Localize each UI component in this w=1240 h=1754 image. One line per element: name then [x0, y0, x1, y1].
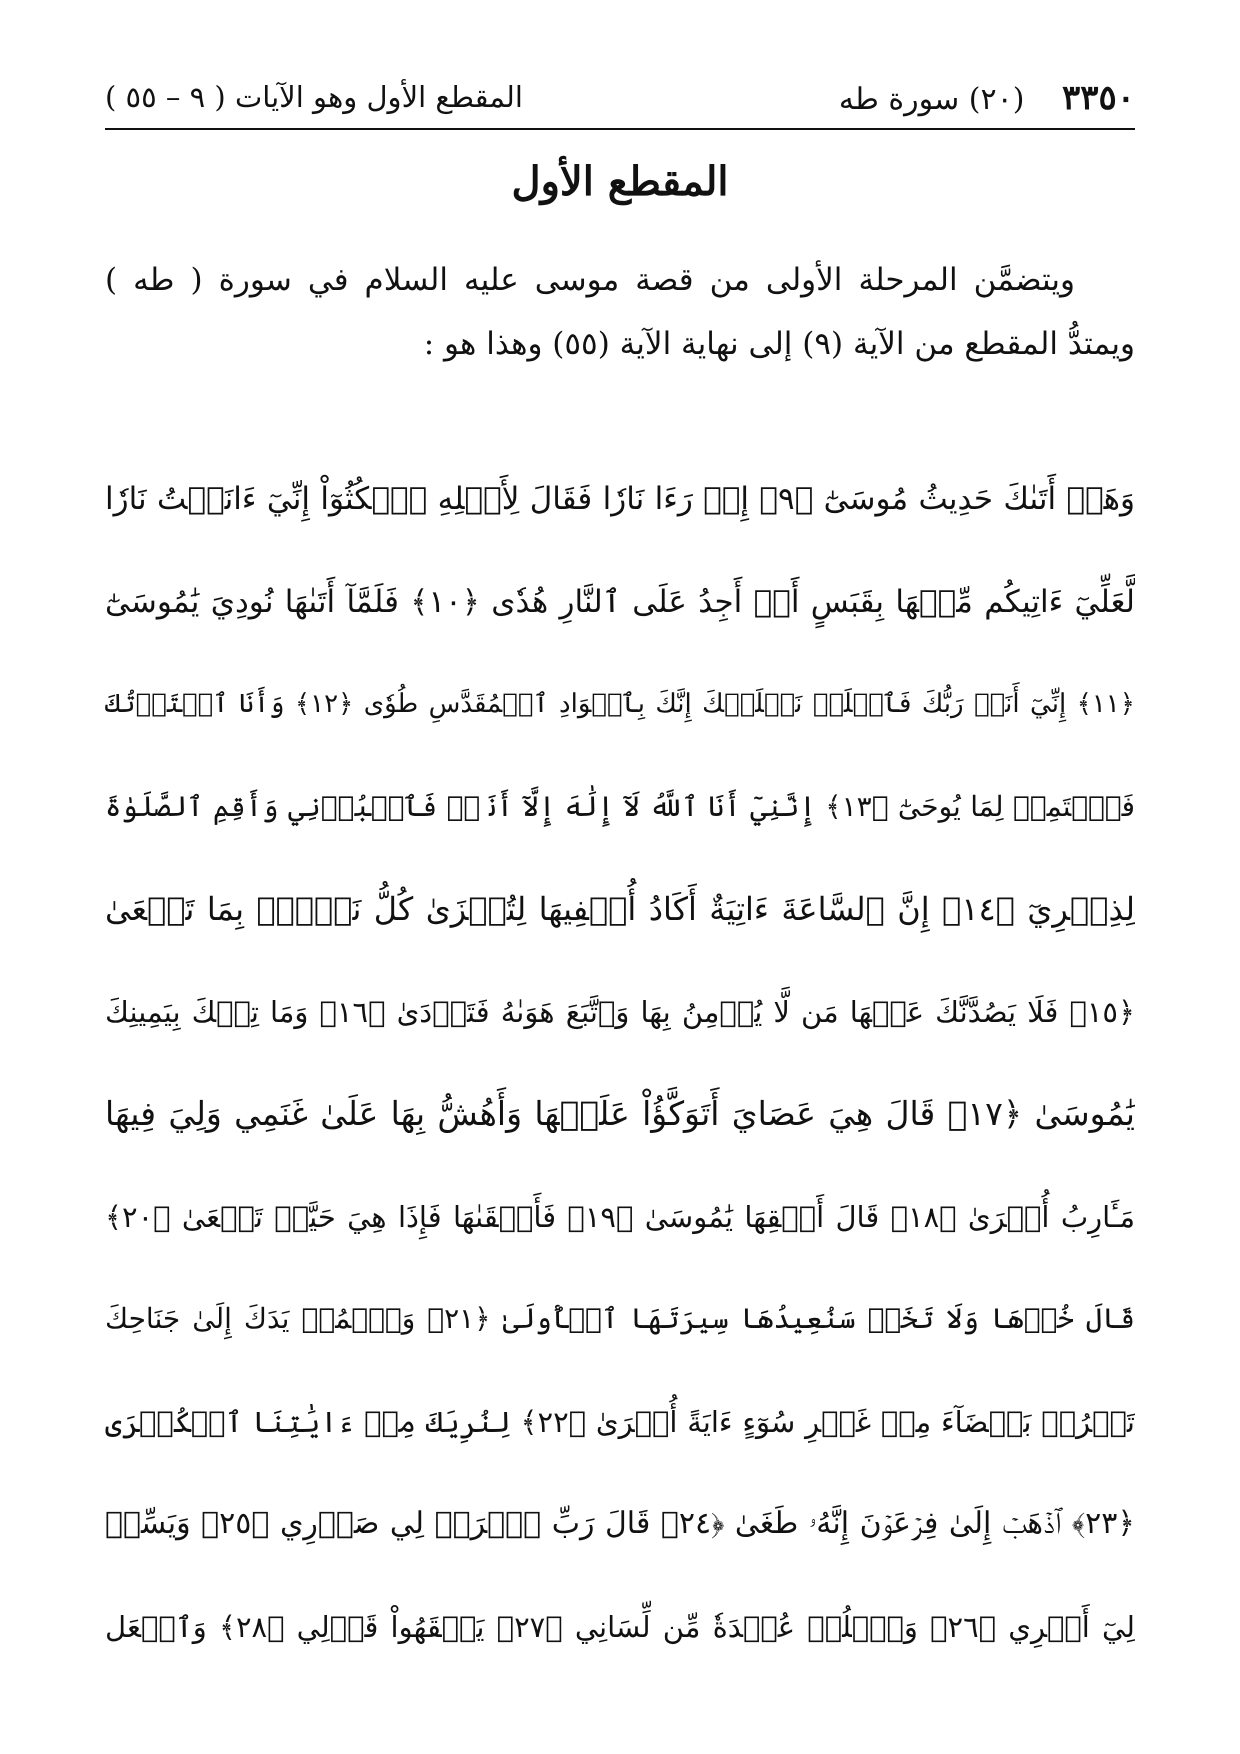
quran-line: ﴿١١﴾ إِنِّيٓ أَنَا۠ رَبُّكَ فَٱخۡلَعۡ نَعۡلَيۡكَ إِنَّكَ بِٱلۡوَادِ ٱلۡمُقَدَّسِ طُوٗى ﴿١٢﴾ وَأَنَا ٱخۡتَرۡتُكَ: [105, 689, 1135, 719]
page-number: ٣٣٥٠: [1061, 78, 1135, 118]
surah-reference: (٢٠) سورة طه: [838, 82, 1025, 117]
quran-line: يَٰمُوسَىٰ ﴿١٧﴾ قَالَ هِيَ عَصَايَ أَتَوَكَّؤُاْ عَلَيۡهَا وَأَهُشُّ بِهَا عَلَىٰ غَنَمِي وَلِيَ فِيهَا: [105, 1094, 1135, 1133]
intro-paragraph: [105, 248, 1135, 376]
quran-line: لِيٓ أَمۡرِي ﴿٢٦﴾ وَٱحۡلُلۡ عُقۡدَةٗ مِّن لِّسَانِي ﴿٢٧﴾ يَفۡقَهُواْ قَوۡلِي ﴿٢٨﴾ وَٱجۡعَل: [105, 1609, 1135, 1644]
quran-line: فَٱسۡتَمِعۡ لِمَا يُوحَىٰٓ ﴿١٣﴾ إِنَّنِيٓ أَنَا ٱللَّهُ لَآ إِلَٰهَ إِلَّآ أَنَا۠ فَٱعۡبُدۡنِي وَأَقِمِ ٱلصَّلَوٰةَ: [105, 789, 1135, 823]
header-divider: [105, 128, 1135, 130]
quran-line: وَهَلۡ أَتَىٰكَ حَدِيثُ مُوسَىٰٓ ﴿٩﴾ إِذۡ رَءَا نَارٗا فَقَالَ لِأَهۡلِهِ ٱمۡكُثُوٓاْ إِنِّيٓ ءَانَسۡتُ نَارٗا: [105, 481, 1135, 517]
quran-line: لَّعَلِّيٓ ءَاتِيكُم مِّنۡهَا بِقَبَسٍ أَوۡ أَجِدُ عَلَى ٱلنَّارِ هُدٗى ﴿١٠﴾ فَلَمَّآ أَتَىٰهَا نُودِيَ يَٰمُوسَىٰٓ: [105, 583, 1135, 620]
quran-line: قَالَ خُذۡهَا وَلَا تَخَفۡ سَنُعِيدُهَا سِيرَتَهَا ٱلۡأُولَىٰ ﴿٢١﴾ وَٱضۡمُمۡ يَدَكَ إِلَىٰ جَنَاحِكَ: [105, 1302, 1135, 1335]
quran-line: لِذِكۡرِيٓ ﴿١٤﴾ إِنَّ ٱلسَّاعَةَ ءَاتِيَةٌ أَكَادُ أُخۡفِيهَا لِتُجۡزَىٰ كُلُّ نَفۡسِۭ بِمَا تَسۡعَىٰ: [105, 890, 1135, 928]
quran-line: ﴿١٥﴾ فَلَا يَصُدَّنَّكَ عَنۡهَا مَن لَّا يُؤۡمِنُ بِهَا وَٱتَّبَعَ هَوَىٰهُ فَتَرۡدَىٰ ﴿١٦﴾ وَمَا تِلۡكَ بِيَمِينِكَ: [105, 994, 1135, 1029]
intro-text: ويتضمَّن المرحلة الأولى من قصة موسى عليه السلام في سورة ( طه ) ويمتدُّ المقطع من الآية (٩) إلى نهاية الآية (٥٥) وهذا هو :: [105, 262, 1135, 362]
quran-line: تَخۡرُجۡ بَيۡضَآءَ مِنۡ غَيۡرِ سُوٓءٍ ءَايَةً أُخۡرَىٰ ﴿٢٢﴾ لِنُرِيَكَ مِنۡ ءَايَٰتِنَا ٱلۡكُبۡرَى: [105, 1404, 1135, 1439]
quran-text: [105, 448, 1135, 1678]
section-reference: المقطع الأول وهو الآيات ( ٩ – ٥٥ ): [105, 80, 523, 114]
quran-line: مَـَٔارِبُ أُخۡرَىٰ ﴿١٨﴾ قَالَ أَلۡقِهَا يَٰمُوسَىٰ ﴿١٩﴾ فَأَلۡقَىٰهَا فَإِذَا هِيَ حَيَّةٞ تَسۡعَىٰ ﴿٢٠﴾: [105, 1199, 1135, 1234]
running-header: [105, 70, 1135, 126]
quran-line: ﴿٢٣﴾ ٱذۡهَبۡ إِلَىٰ فِرۡعَوۡنَ إِنَّهُۥ طَغَىٰ ﴿٢٤﴾ قَالَ رَبِّ ٱشۡرَحۡ لِي صَدۡرِي ﴿٢٥﴾ وَيَسِّرۡ: [105, 1506, 1135, 1541]
header-right: [839, 78, 1135, 118]
section-title: المقطع الأول: [511, 158, 729, 205]
